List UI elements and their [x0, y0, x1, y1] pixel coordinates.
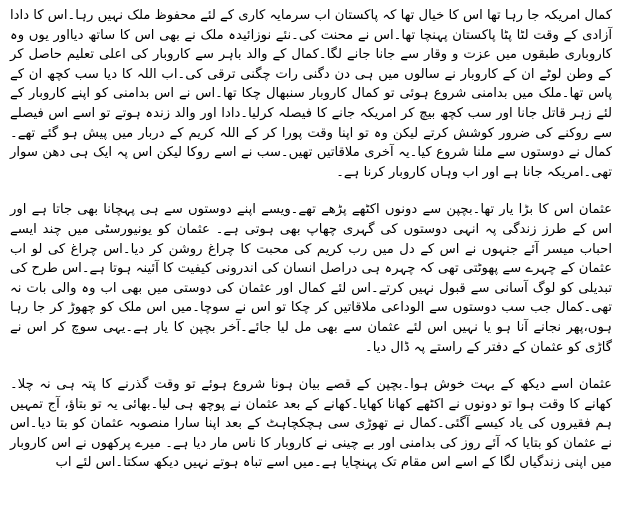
paragraph-1: کمال امریکہ جا رہا تھا اس کا خیال تھا کہ پاکستان اب سرمایہ کاری کے لئے محفوظ ملک نہیں رہا۔اس کا دادا آزادی کے وقت لٹا پٹا پاکستان پہنچا تھا۔اس نے محنت کی۔نئے نوزائیدہ ملک نے بھی اس کا ساتھ دیااور یوں وہ کاروباری طبقوں میں عزت و وقار سے جانا جانے لگا۔کمال کے والد باہر سے کاروبار کی اعلی تعلیم حاصل کر کے وطن لوٹے ان کے کاروبار نے سالوں میں ہی دن دگنی رات چگنی ترقی کی۔اب اللہ کا دیا سب کچھ ان کے پاس تھا۔ملک میں بدامنی شروع ہوئی تو کمال کاروبار سنبھال چکا تھا۔اس نے اس بدامنی کو اپنے کاروبار کے لئے زہر قاتل جانا اور سب کچھ بیچ کر امریکہ جانے کا فیصلہ کرلیا۔دادا اور والد زندہ ہوتے تو اسے اس فیصلے سے روکنے کی ضرور کوشش کرتے لیکن وہ تو اپنا وقت پورا کر کے اللہ کریم کے دربار میں پیش ہو گئے تھے۔کمال نے دوستوں سے ملنا شروع کیا۔یہ آخری ملاقاتیں تھیں۔سب نے اسے روکا لیکن اس پہ ایک ہی دھن سوار تھی۔امریکہ جانا ہے اور اب وہاں کاروبار کرنا ہے۔ — [10, 8, 612, 180]
paragraph-3: عثمان اسے دیکھ کے بہت خوش ہوا۔بچپن کے قصے بیان ہونا شروع ہوئے تو وقت گذرنے کا پتہ ہی نہ چلا۔کھانے کا وقت ہوا تو دونوں نے اکٹھے کھانا کھایا۔کھانے کے بعد عثمان نے پوچھ ہی لیا۔بھائی یہ تو بتاؤ، آج تمہیں ہم فقیروں کی یاد کیسے آگئی۔کمال نے تھوڑی سی ہچکچاہٹ کے بعد اپنا سارا منصوبہ عثمان کو بتا دیا۔اس نے عثمان کو بتایا کہ آئے روز کی بدامنی اور بے چینی نے کاروبار کا ناس مار دیا ہے۔ میرے پرکھوں نے اس کاروبار میں اپنی زندگیاں لگا کے اسے اس مقام تک پہنچایا ہے۔میں اسے تباہ ہوتے نہیں دیکھ سکتا۔اس لئے اب — [10, 377, 612, 471]
paragraph-2: عثمان اس کا بڑا یار تھا۔بچپن سے دونوں اکٹھے پڑھے تھے۔ویسے اپنے دوستوں سے ہی پہچانا بھی جاتا ہے اور اس کے طرز زندگی پہ انہی دوستوں کی گہری چھاپ بھی ہوتی ہے۔ عثمان کو یونیورسٹی میں چند ایسے احباب میسر آئے جنہوں نے اس کے دل میں رب کریم کی محبت کا چراغ روشن کر دیا۔اس چراغ کی لو اب عثمان کے چہرے سے پھوٹتی تھی کہ چہرہ ہی دراصل انسان کی اندرونی کیفیت کا آئینہ ہوتا ہے۔اس طرح کی تبدیلی کو لوگ آسانی سے قبول نہیں کرتے۔اس لئے کمال اور عثمان کی دوستی میں بھی اب وہ والی بات نہ تھی۔کمال جب سب دوستوں سے الوداعی ملاقاتیں کر چکا تو اس نے سوچا۔میں اس ملک کو چھوڑ کر جا رہا ہوں،پھر نجانے آنا ہو یا نہیں اس لئے عثمان سے بھی مل لیا جائے۔آخر بچپن کا یار ہے۔یہی سوچ کر اس نے گاڑی کو عثمان کے دفتر کے راستے پہ ڈال دیا۔ — [10, 202, 612, 355]
